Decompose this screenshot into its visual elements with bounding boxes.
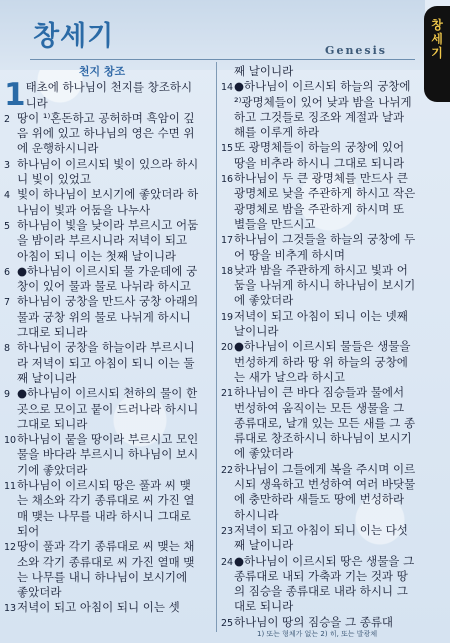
verse-number: 9	[4, 389, 11, 401]
section-heading: 천지 창조	[78, 65, 126, 78]
verse	[4, 187, 200, 218]
verse-number: 25	[221, 617, 234, 629]
verse	[221, 554, 417, 615]
verse-text: 째 날이니라	[234, 64, 294, 78]
book-tab-label: 창세기	[431, 18, 443, 60]
verse-text: 하나님이 궁창을 하늘이라 부르시니라 저녁이 되고 아침이 되니 이는 둘째 날이니라	[17, 340, 195, 385]
verse	[4, 600, 200, 616]
verse-number: 3	[4, 159, 11, 171]
verse-number: 18	[221, 265, 234, 277]
verse-number: 10	[4, 435, 17, 447]
verse-number: 12	[4, 542, 17, 554]
verse-text: 저녁이 되고 아침이 되니 이는 셋	[17, 600, 180, 615]
verse	[4, 111, 200, 157]
verse	[4, 386, 200, 432]
verse-text: 하나님이 큰 바다 짐승들과 물에서 번성하여 움직이는 모든 생물을 그 종류대로, 날개 있는 모든 새를 그 종류대로 창조하시니 하나님이 보시기에 좋았더라	[234, 385, 416, 461]
verse-number: 2	[4, 113, 11, 125]
verse-text: 하나님이 뭍을 땅이라 부르시고 모인 물을 바다라 부르시니 하나님이 보시기에 좋았더라	[17, 432, 199, 477]
verse-text: 낮과 밤을 주관하게 하시고 빛과 어둠을 나뉘게 하시니 하나님이 보시기에 좋았더라	[234, 262, 416, 308]
verse-number: 21	[221, 388, 234, 400]
verse-number: 7	[4, 297, 11, 309]
verse-number: 14	[221, 82, 234, 94]
verse	[4, 157, 200, 188]
verse-number: 20	[221, 342, 234, 354]
verse-text: ●하나님이 이르시되 물 가운데에 궁창이 있어 물과 물로 나뉘라 하시고	[17, 263, 198, 294]
verse-text: 태초에 하나님이 천지를 창조하시니라	[25, 80, 193, 110]
chapter-number: 1	[4, 77, 26, 114]
verse	[4, 478, 200, 539]
verse-text: ●하나님이 이르시되 물들은 생물을 번성하게 하라 땅 위 하늘의 궁창에는 새가 날으라 하시고	[234, 339, 411, 384]
verse-text: 저녁이 되고 아침이 되니 이는 넷째 날이니라	[234, 308, 408, 339]
verse	[4, 294, 200, 340]
verse	[221, 309, 417, 340]
verse	[221, 263, 417, 309]
verse	[4, 340, 200, 386]
verse-text: 저녁이 되고 아침이 되니 이는 다섯째 날이니라	[234, 522, 408, 553]
verse-text: 하나님이 이르시되 땅은 풀과 씨 맺는 채소와 각기 종류대로 씨 가진 열매 맺는 나무를 내라 하시니 그대로 되어	[17, 478, 195, 538]
verse-number: 16	[221, 174, 234, 186]
verse-text: 빛이 하나님이 보시기에 좋았더라 하나님이 빛과 어둠을 나누사	[17, 187, 199, 217]
verse-text: 하나님이 그것들을 하늘의 궁창에 두어 땅을 비추게 하시며	[234, 232, 416, 262]
verse-number: 8	[4, 343, 11, 355]
header-rule	[30, 59, 415, 60]
left-verse-list	[4, 77, 200, 616]
verse-text: 하나님이 빛을 낮이라 부르시고 어둠을 밤이라 부르시니라 저녁이 되고 아침이 되니 이는 첫째 날이니라	[17, 217, 199, 263]
book-english-title: Genesis	[325, 44, 387, 57]
verse	[221, 79, 417, 140]
verse	[4, 218, 200, 264]
verse-number: 17	[221, 235, 234, 247]
page-header	[0, 0, 425, 70]
verse	[221, 64, 417, 79]
verse-number: 15	[221, 143, 234, 155]
right-verse-list	[221, 64, 417, 631]
verse	[4, 432, 200, 478]
verse-text: 땅이 풀과 각기 종류대로 씨 맺는 채소와 각기 종류대로 씨 가진 열매 맺는 나무를 내니 하나님이 보시기에 좋았더라	[17, 539, 195, 600]
verse-number: 24	[221, 556, 234, 568]
book-title: 창세기	[33, 21, 115, 52]
verse-text: 땅이 ¹⁾혼돈하고 공허하며 흑암이 깊음 위에 있고 하나님의 영은 수면 위에 운행하시니라	[17, 110, 195, 156]
verse	[221, 339, 417, 385]
right-column	[221, 64, 417, 631]
verse-text: 하나님이 두 큰 광명체를 만드사 큰 광명체로 낮을 주관하게 하시고 작은 광명체로 밤을 주관하게 하시며 또 별들을 만드시고	[234, 171, 416, 231]
verse	[221, 462, 417, 523]
verse-text: ●하나님이 이르시되 하늘의 궁창에 ²⁾광명체들이 있어 낮과 밤을 나뉘게 하고 그것들로 징조와 계절과 날과 해를 이루게 하라	[234, 79, 412, 140]
verse	[221, 171, 417, 232]
verse	[4, 77, 200, 114]
verse-text: ●하나님이 이르시되 천하의 물이 한 곳으로 모이고 뭍이 드러나라 하시니 그대로 되니라	[17, 386, 199, 431]
verse	[4, 264, 200, 295]
verse-text: 또 광명체들이 하늘의 궁창에 있어 땅을 비추라 하시니 그대로 되니라	[234, 140, 405, 170]
verse-number: 5	[4, 220, 11, 232]
column-divider	[216, 62, 217, 632]
verse-number: 19	[221, 311, 234, 323]
verse-text: 하나님이 땅의 짐승을 그 종류대	[234, 614, 394, 629]
verse-number: 11	[4, 481, 17, 493]
verse-text: ●하나님이 이르시되 땅은 생물을 그 종류대로 내되 가축과 기는 것과 땅의 짐승을 종류대로 내라 하시니 그대로 되니라	[234, 553, 415, 614]
verse	[221, 523, 417, 554]
verse-text: 하나님이 이르시되 빛이 있으라 하시니 빛이 있었고	[17, 156, 199, 187]
left-column	[4, 64, 200, 617]
verse-number: 13	[4, 603, 17, 615]
book-tab[interactable]	[424, 6, 450, 102]
verse-number: 6	[4, 266, 11, 278]
verse-number	[221, 64, 234, 79]
verse	[221, 232, 417, 263]
footnote: 1) 또는 형체가 없는 2) 히, 또는 발광체	[257, 630, 378, 638]
verse-text: 하나님이 그들에게 복을 주시며 이르시되 생육하고 번성하여 여러 바닷물에 충만하라 새들도 땅에 번성하라 하시니라	[234, 461, 416, 522]
verse-number: 4	[4, 190, 11, 202]
verse	[4, 539, 200, 600]
verse	[221, 385, 417, 461]
verse-number: 23	[221, 525, 234, 537]
verse	[221, 140, 417, 171]
verse-number: 22	[221, 464, 234, 476]
verse-text: 하나님이 궁창을 만드사 궁창 아래의 물과 궁창 위의 물로 나뉘게 하시니 그대로 되니라	[17, 294, 199, 340]
